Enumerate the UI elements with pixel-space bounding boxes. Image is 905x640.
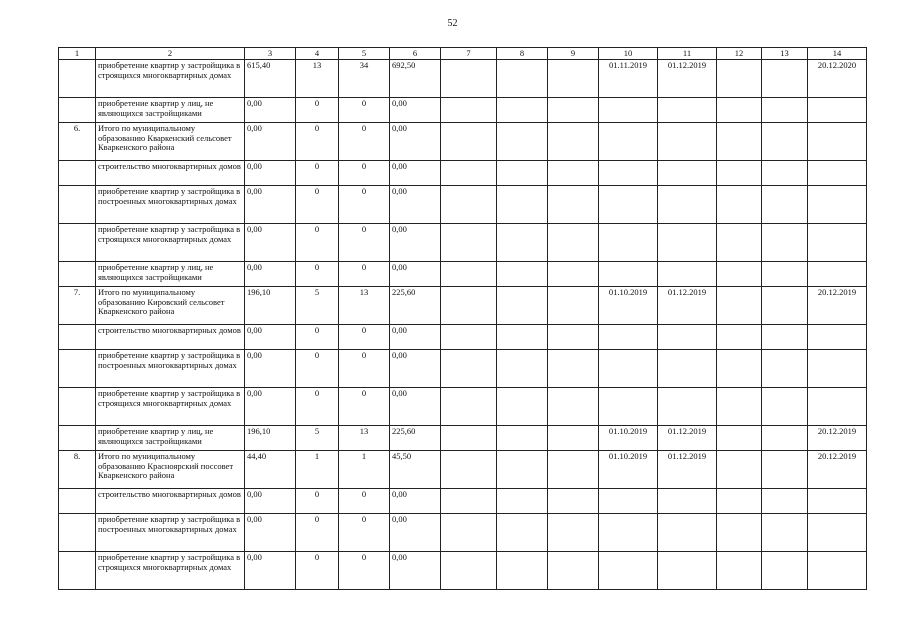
cell-col4: 0 <box>296 350 339 388</box>
cell-col8 <box>497 388 548 426</box>
cell-col11 <box>658 98 717 123</box>
row-number <box>59 388 96 426</box>
cell-col11 <box>658 186 717 224</box>
cell-col3: 0,00 <box>245 388 296 426</box>
cell-col9 <box>548 123 599 161</box>
cell-col5: 34 <box>339 60 390 98</box>
row-number <box>59 552 96 590</box>
cell-col4: 0 <box>296 262 339 287</box>
row-description: Итого по муниципальному образованию Красноярский поссовет Кваркенского района <box>96 451 245 489</box>
row-number: 7. <box>59 287 96 325</box>
cell-col7 <box>441 123 497 161</box>
cell-col6: 0,00 <box>390 552 441 590</box>
cell-col11: 01.12.2019 <box>658 287 717 325</box>
table-row <box>59 426 867 451</box>
cell-col3: 0,00 <box>245 123 296 161</box>
cell-col12 <box>717 287 762 325</box>
cell-col8 <box>497 350 548 388</box>
row-number <box>59 262 96 287</box>
cell-col4: 5 <box>296 287 339 325</box>
cell-col9 <box>548 161 599 186</box>
cell-col9 <box>548 426 599 451</box>
cell-col12 <box>717 60 762 98</box>
row-number <box>59 426 96 451</box>
cell-col8 <box>497 161 548 186</box>
cell-col13 <box>762 123 808 161</box>
table-row <box>59 60 867 98</box>
row-description: приобретение квартир у застройщика в строящихся многоквартирных домах <box>96 552 245 590</box>
cell-col10 <box>599 123 658 161</box>
cell-col6: 0,00 <box>390 186 441 224</box>
cell-col4: 0 <box>296 388 339 426</box>
cell-col8 <box>497 552 548 590</box>
row-description: строительство многоквартирных домов <box>96 489 245 514</box>
cell-col11 <box>658 514 717 552</box>
cell-col10 <box>599 388 658 426</box>
cell-col6: 692,50 <box>390 60 441 98</box>
cell-col12 <box>717 161 762 186</box>
cell-col13 <box>762 224 808 262</box>
table-row <box>59 98 867 123</box>
cell-col13 <box>762 451 808 489</box>
cell-col4: 0 <box>296 161 339 186</box>
cell-col8 <box>497 426 548 451</box>
column-header: 14 <box>808 48 867 60</box>
cell-col13 <box>762 350 808 388</box>
cell-col10: 01.10.2019 <box>599 287 658 325</box>
row-description: строительство многоквартирных домов <box>96 325 245 350</box>
cell-col3: 0,00 <box>245 224 296 262</box>
cell-col14 <box>808 224 867 262</box>
cell-col10 <box>599 98 658 123</box>
cell-col11 <box>658 325 717 350</box>
row-number <box>59 514 96 552</box>
column-header: 12 <box>717 48 762 60</box>
cell-col14 <box>808 489 867 514</box>
row-description: приобретение квартир у лиц, не являющихся застройщиками <box>96 426 245 451</box>
cell-col13 <box>762 262 808 287</box>
cell-col9 <box>548 350 599 388</box>
column-header: 13 <box>762 48 808 60</box>
cell-col8 <box>497 186 548 224</box>
cell-col5: 0 <box>339 262 390 287</box>
cell-col6: 0,00 <box>390 123 441 161</box>
cell-col8 <box>497 489 548 514</box>
cell-col6: 0,00 <box>390 98 441 123</box>
cell-col11: 01.12.2019 <box>658 426 717 451</box>
cell-col13 <box>762 161 808 186</box>
cell-col6: 0,00 <box>390 514 441 552</box>
column-header: 9 <box>548 48 599 60</box>
program-table <box>58 47 867 590</box>
cell-col3: 0,00 <box>245 186 296 224</box>
cell-col3: 0,00 <box>245 489 296 514</box>
cell-col13 <box>762 186 808 224</box>
cell-col5: 13 <box>339 426 390 451</box>
cell-col3: 196,10 <box>245 287 296 325</box>
cell-col9 <box>548 60 599 98</box>
cell-col6: 0,00 <box>390 388 441 426</box>
row-description: приобретение квартир у лиц, не являющихся застройщиками <box>96 98 245 123</box>
column-header: 5 <box>339 48 390 60</box>
cell-col7 <box>441 451 497 489</box>
table-row <box>59 489 867 514</box>
cell-col6: 0,00 <box>390 350 441 388</box>
cell-col14 <box>808 262 867 287</box>
cell-col14 <box>808 350 867 388</box>
cell-col7 <box>441 388 497 426</box>
row-number <box>59 325 96 350</box>
column-header: 7 <box>441 48 497 60</box>
cell-col3: 44,40 <box>245 451 296 489</box>
cell-col12 <box>717 489 762 514</box>
table-row <box>59 262 867 287</box>
cell-col3: 615,40 <box>245 60 296 98</box>
row-number <box>59 186 96 224</box>
cell-col9 <box>548 325 599 350</box>
cell-col4: 0 <box>296 186 339 224</box>
cell-col4: 5 <box>296 426 339 451</box>
cell-col12 <box>717 514 762 552</box>
cell-col5: 0 <box>339 123 390 161</box>
cell-col3: 0,00 <box>245 262 296 287</box>
column-header: 6 <box>390 48 441 60</box>
cell-col6: 225,60 <box>390 287 441 325</box>
row-description: приобретение квартир у застройщика в построенных многоквартирных домах <box>96 186 245 224</box>
column-header: 8 <box>497 48 548 60</box>
cell-col11 <box>658 161 717 186</box>
table-row <box>59 224 867 262</box>
cell-col4: 1 <box>296 451 339 489</box>
cell-col10 <box>599 552 658 590</box>
cell-col5: 1 <box>339 451 390 489</box>
row-description: приобретение квартир у застройщика в строящихся многоквартирных домах <box>96 224 245 262</box>
table-row <box>59 350 867 388</box>
cell-col9 <box>548 287 599 325</box>
cell-col13 <box>762 287 808 325</box>
cell-col4: 0 <box>296 489 339 514</box>
cell-col6: 0,00 <box>390 161 441 186</box>
cell-col14: 20.12.2020 <box>808 60 867 98</box>
cell-col3: 196,10 <box>245 426 296 451</box>
cell-col7 <box>441 350 497 388</box>
table-row <box>59 388 867 426</box>
row-description: приобретение квартир у застройщика в строящихся многоквартирных домах <box>96 388 245 426</box>
cell-col11 <box>658 552 717 590</box>
column-header: 2 <box>96 48 245 60</box>
cell-col7 <box>441 224 497 262</box>
cell-col4: 0 <box>296 224 339 262</box>
cell-col4: 0 <box>296 514 339 552</box>
cell-col13 <box>762 98 808 123</box>
row-number <box>59 60 96 98</box>
cell-col9 <box>548 514 599 552</box>
table-row <box>59 287 867 325</box>
cell-col8 <box>497 451 548 489</box>
cell-col3: 0,00 <box>245 552 296 590</box>
cell-col5: 13 <box>339 287 390 325</box>
cell-col8 <box>497 123 548 161</box>
cell-col10 <box>599 514 658 552</box>
cell-col5: 0 <box>339 552 390 590</box>
cell-col7 <box>441 262 497 287</box>
column-header: 4 <box>296 48 339 60</box>
cell-col12 <box>717 350 762 388</box>
cell-col14 <box>808 98 867 123</box>
row-number: 6. <box>59 123 96 161</box>
table-row <box>59 514 867 552</box>
cell-col8 <box>497 98 548 123</box>
cell-col13 <box>762 325 808 350</box>
cell-col12 <box>717 123 762 161</box>
column-header: 1 <box>59 48 96 60</box>
row-number <box>59 350 96 388</box>
row-number: 8. <box>59 451 96 489</box>
cell-col9 <box>548 224 599 262</box>
cell-col9 <box>548 552 599 590</box>
cell-col14 <box>808 161 867 186</box>
cell-col7 <box>441 161 497 186</box>
cell-col12 <box>717 224 762 262</box>
cell-col8 <box>497 514 548 552</box>
cell-col4: 13 <box>296 60 339 98</box>
cell-col14 <box>808 388 867 426</box>
cell-col7 <box>441 426 497 451</box>
cell-col10 <box>599 224 658 262</box>
cell-col11 <box>658 123 717 161</box>
cell-col14 <box>808 514 867 552</box>
cell-col14 <box>808 123 867 161</box>
cell-col10: 01.10.2019 <box>599 451 658 489</box>
cell-col11: 01.12.2019 <box>658 60 717 98</box>
cell-col6: 0,00 <box>390 489 441 514</box>
row-description: приобретение квартир у застройщика в построенных многоквартирных домах <box>96 350 245 388</box>
cell-col7 <box>441 60 497 98</box>
cell-col14 <box>808 186 867 224</box>
cell-col12 <box>717 451 762 489</box>
row-description: приобретение квартир у застройщика в построенных многоквартирных домах <box>96 514 245 552</box>
cell-col7 <box>441 98 497 123</box>
row-number <box>59 224 96 262</box>
table-row <box>59 552 867 590</box>
cell-col9 <box>548 186 599 224</box>
cell-col13 <box>762 60 808 98</box>
cell-col11: 01.12.2019 <box>658 451 717 489</box>
cell-col13 <box>762 426 808 451</box>
cell-col14: 20.12.2019 <box>808 426 867 451</box>
cell-col4: 0 <box>296 325 339 350</box>
cell-col4: 0 <box>296 98 339 123</box>
cell-col10 <box>599 161 658 186</box>
cell-col10 <box>599 350 658 388</box>
cell-col7 <box>441 514 497 552</box>
cell-col5: 0 <box>339 350 390 388</box>
row-description: Итого по муниципальному образованию Кваркенский сельсовет Кваркенского района <box>96 123 245 161</box>
cell-col4: 0 <box>296 123 339 161</box>
cell-col10: 01.10.2019 <box>599 426 658 451</box>
table-row <box>59 325 867 350</box>
row-number <box>59 98 96 123</box>
cell-col12 <box>717 325 762 350</box>
cell-col10 <box>599 186 658 224</box>
cell-col9 <box>548 388 599 426</box>
cell-col3: 0,00 <box>245 325 296 350</box>
table-row <box>59 123 867 161</box>
cell-col5: 0 <box>339 489 390 514</box>
table-row <box>59 161 867 186</box>
cell-col6: 0,00 <box>390 325 441 350</box>
cell-col11 <box>658 224 717 262</box>
cell-col6: 225,60 <box>390 426 441 451</box>
page-number: 52 <box>447 18 458 29</box>
cell-col9 <box>548 489 599 514</box>
cell-col13 <box>762 514 808 552</box>
cell-col10: 01.11.2019 <box>599 60 658 98</box>
table-row <box>59 186 867 224</box>
cell-col5: 0 <box>339 161 390 186</box>
cell-col12 <box>717 552 762 590</box>
cell-col14: 20.12.2019 <box>808 451 867 489</box>
cell-col3: 0,00 <box>245 514 296 552</box>
cell-col8 <box>497 325 548 350</box>
cell-col5: 0 <box>339 224 390 262</box>
cell-col14 <box>808 325 867 350</box>
cell-col5: 0 <box>339 514 390 552</box>
cell-col5: 0 <box>339 388 390 426</box>
cell-col12 <box>717 426 762 451</box>
cell-col7 <box>441 287 497 325</box>
row-number <box>59 489 96 514</box>
cell-col3: 0,00 <box>245 98 296 123</box>
cell-col8 <box>497 60 548 98</box>
column-header: 11 <box>658 48 717 60</box>
cell-col6: 45,50 <box>390 451 441 489</box>
row-description: строительство многоквартирных домов <box>96 161 245 186</box>
cell-col10 <box>599 325 658 350</box>
cell-col14: 20.12.2019 <box>808 287 867 325</box>
cell-col3: 0,00 <box>245 161 296 186</box>
cell-col4: 0 <box>296 552 339 590</box>
row-number <box>59 161 96 186</box>
cell-col12 <box>717 262 762 287</box>
cell-col3: 0,00 <box>245 350 296 388</box>
row-description: приобретение квартир у застройщика в строящихся многоквартирных домах <box>96 60 245 98</box>
cell-col13 <box>762 552 808 590</box>
cell-col5: 0 <box>339 98 390 123</box>
cell-col5: 0 <box>339 325 390 350</box>
cell-col13 <box>762 388 808 426</box>
cell-col7 <box>441 552 497 590</box>
cell-col9 <box>548 262 599 287</box>
table-row <box>59 451 867 489</box>
cell-col6: 0,00 <box>390 262 441 287</box>
cell-col6: 0,00 <box>390 224 441 262</box>
cell-col11 <box>658 388 717 426</box>
cell-col8 <box>497 287 548 325</box>
cell-col9 <box>548 451 599 489</box>
cell-col7 <box>441 186 497 224</box>
cell-col7 <box>441 325 497 350</box>
cell-col13 <box>762 489 808 514</box>
cell-col11 <box>658 262 717 287</box>
cell-col10 <box>599 489 658 514</box>
column-header: 3 <box>245 48 296 60</box>
cell-col12 <box>717 388 762 426</box>
row-description: приобретение квартир у лиц, не являющихся застройщиками <box>96 262 245 287</box>
cell-col9 <box>548 98 599 123</box>
cell-col11 <box>658 350 717 388</box>
column-header: 10 <box>599 48 658 60</box>
cell-col10 <box>599 262 658 287</box>
column-header-row <box>59 48 867 60</box>
cell-col7 <box>441 489 497 514</box>
cell-col8 <box>497 262 548 287</box>
cell-col14 <box>808 552 867 590</box>
cell-col12 <box>717 186 762 224</box>
cell-col12 <box>717 98 762 123</box>
cell-col8 <box>497 224 548 262</box>
cell-col11 <box>658 489 717 514</box>
cell-col5: 0 <box>339 186 390 224</box>
row-description: Итого по муниципальному образованию Кировский сельсовет Кваркенского района <box>96 287 245 325</box>
